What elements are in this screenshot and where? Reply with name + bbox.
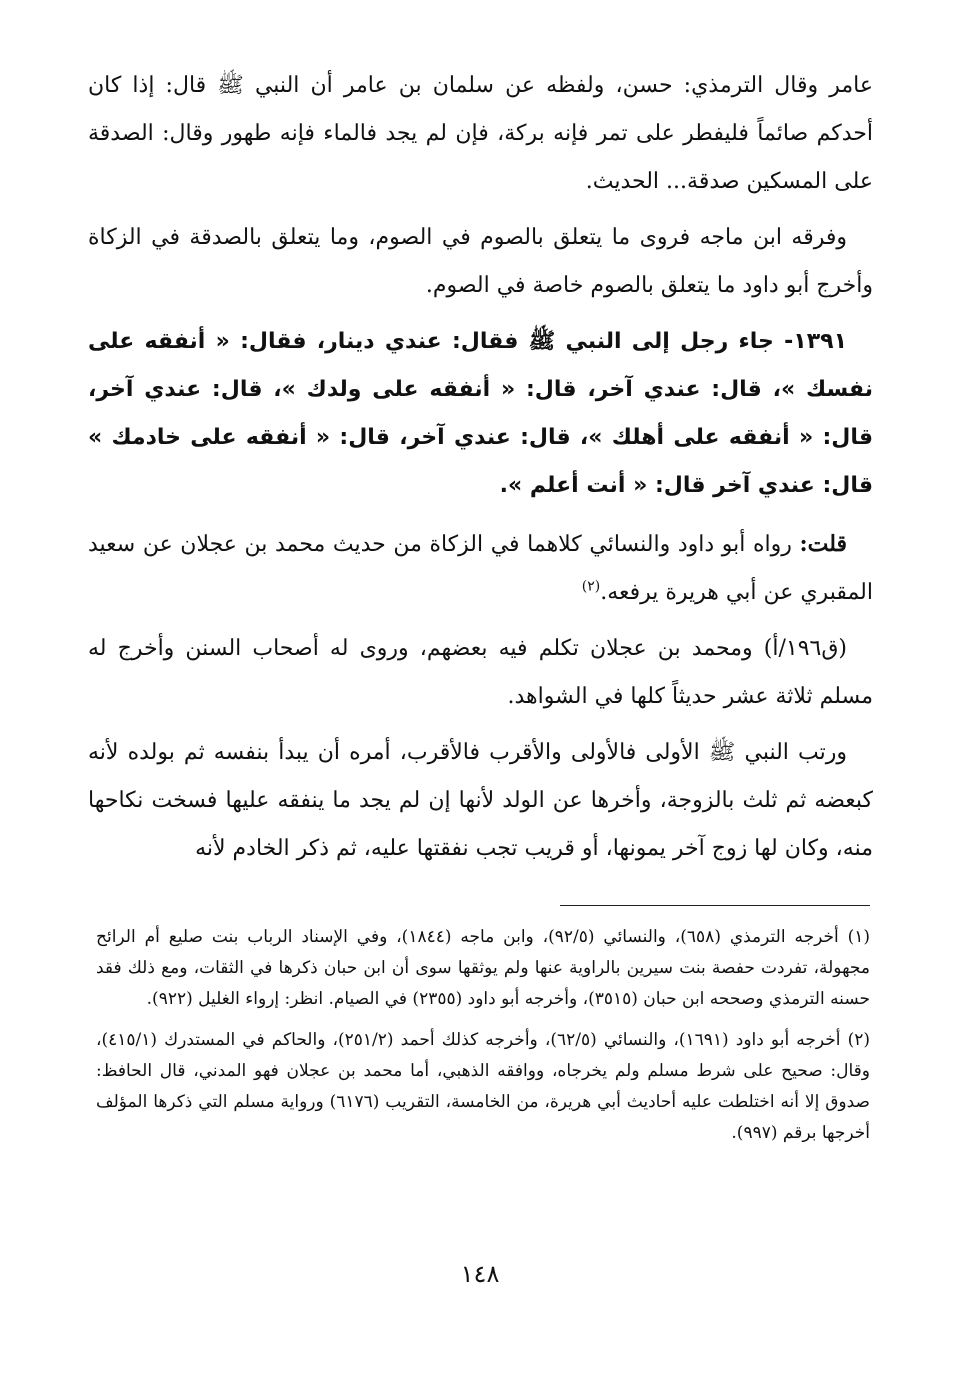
- footnote-divider: [560, 905, 870, 906]
- paragraph-2: وفرقه ابن ماجه فروى ما يتعلق بالصوم في الصوم، وما يتعلق بالصدقة في الزكاة وأخرج أبو داود ما يتعلق بالصوم خاصة في الصوم.: [88, 225, 873, 298]
- paragraph-4: (ق١٩٦/أ) ومحمد بن عجلان تكلم فيه بعضهم، وروى له أصحاب السنن وأخرج له مسلم ثلاثة عشر حديثاً كلها في الشواهد.: [88, 636, 873, 709]
- paragraph-5: ورتب النبي ﷺ الأولى فالأولى والأقرب فالأقرب، أمره أن يبدأ بنفسه ثم بولده لأنه كبعضه ثم ثلث بالزوجة، وأخرها عن الولد لأنها إن لم يجد ما ينفقه عليها فسخت نكاحها منه، وكان لها زوج آخر يمونها، أو قريب تجب نفقتها عليه، ثم ذكر الخادم لأنه: [88, 740, 873, 861]
- paragraph-3: [88, 520, 873, 617]
- paragraph-3-text: رواه أبو داود والنسائي كلاهما في الزكاة من حديث محمد بن عجلان عن سعيد المقبري عن أبي هريرة يرفعه.: [88, 532, 873, 605]
- footnotes: [96, 922, 870, 1159]
- paragraph-1: عامر وقال الترمذي: حسن، ولفظه عن سلمان بن عامر أن النبي ﷺ قال: إذا كان أحدكم صائماً فليفطر على تمر فإنه بركة، فإن لم يجد فالماء فإنه طهور وقال: الصدقة على المسكين صدقة... الحديث.: [88, 73, 873, 194]
- main-text: [88, 62, 873, 881]
- footnote-1: (١) أخرجه الترمذي (٦٥٨)، والنسائي (٩٢/٥)، وابن ماجه (١٨٤٤)، وفي الإسناد الرباب بنت صليع أم الرائح مجهولة، تفردت حفصة بنت سيرين بالراوية عنها ولم يوثقها سوى أن ابن حبان ذكرها في الثقات، ومع ذلك فقد حسنه الترمذي وصححه ابن حبان (٣٥١٥)، وأخرجه أبو داود (٢٣٥٥) في الصيام. انظر: إرواء الغليل (٩٢٢).: [96, 927, 870, 1009]
- footnote-2: (٢) أخرجه أبو داود (١٦٩١)، والنسائي (٦٢/٥)، وأخرجه كذلك أحمد (٢٥١/٢)، والحاكم في المستدرك (٤١٥/١)، وقال: صحيح على شرط مسلم ولم يخرجاه، ووافقه الذهبي، أما محمد بن عجلان فهو المدني، قال الحافظ: صدوق إلا أنه اختلطت عليه أحاديث أبي هريرة، من الخامسة، التقريب (٦١٧٦) ورواية مسلم التي ذكرها المؤلف أخرجها برقم (٩٩٧).: [96, 1030, 870, 1143]
- hadith-1391: ١٣٩١- جاء رجل إلى النبي ﷺ فقال: عندي دينار، فقال: « أنفقه على نفسك »، قال: عندي آخر، قال: « أنفقه على ولدك »، قال: عندي آخر، قال: « أنفقه على أهلك »، قال: عندي آخر، قال: « أنفقه على خادمك » قال: عندي آخر قال: « أنت أعلم ».: [88, 329, 873, 498]
- qult-label: قلت:: [799, 531, 847, 557]
- page-number: ١٤٨: [460, 1260, 500, 1288]
- footnote-ref-2: (٢): [581, 578, 601, 595]
